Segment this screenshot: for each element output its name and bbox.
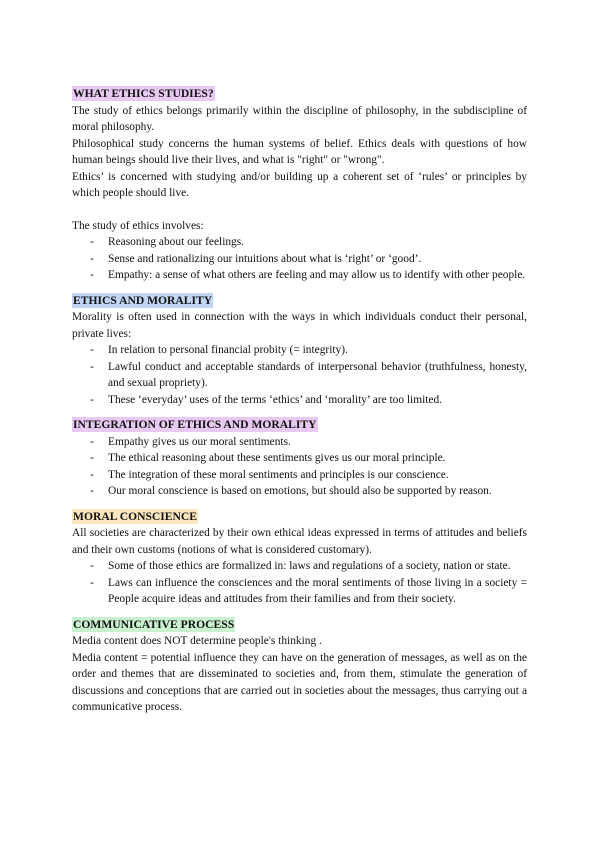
list-item-text: The ethical reasoning about these sentiments gives us our moral principle.: [108, 452, 446, 464]
section-heading: COMMUNICATIVE PROCESS: [73, 617, 235, 631]
list-item-text: Sense and rationalizing our intuitions about what is ‘right’ or ‘good’.: [108, 252, 422, 265]
section-moral-conscience: [72, 509, 527, 608]
list-item-text: Some of those ethics are formalized in: laws and regulations of a society, nation or state.: [108, 560, 511, 572]
list-item-text: Lawful conduct and acceptable standards of interpersonal behavior (truthfulness, honesty, and sexual propriety).: [108, 360, 527, 389]
list-item-text: Reasoning about our feelings.: [108, 236, 245, 248]
list-item-text: In relation to personal financial probity (= integrity).: [108, 344, 348, 356]
dash-bullet: -: [90, 468, 94, 481]
section-ethics-and-morality: [72, 293, 527, 409]
paragraph: Ethics’ is concerned with studying and/or building up a coherent set of ‘rules’ or principles by which people should live.: [72, 170, 527, 199]
list-item: [72, 483, 527, 500]
bullet-list: [72, 434, 527, 500]
section-communicative-process: [72, 617, 527, 716]
dash-bullet: -: [90, 560, 94, 572]
list-item: [72, 234, 527, 251]
dash-bullet: -: [90, 269, 94, 281]
section-integration-of-ethics-and-morality: [72, 417, 527, 500]
list-item: [72, 558, 527, 575]
paragraph: All societies are characterized by their own ethical ideas expressed in terms of attitudes and beliefs and their own customs (notions of what is considered customary).: [72, 527, 527, 556]
document-body: [72, 86, 527, 716]
dash-bullet: -: [90, 360, 94, 373]
bullet-list: [72, 558, 527, 608]
list-item: [72, 434, 527, 451]
list-item-text: Our moral conscience is based on emotions, but should also be supported by reason.: [108, 485, 492, 497]
section-heading: WHAT ETHICS STUDIES?: [73, 87, 214, 100]
list-item-text: Laws can influence the consciences and the moral sentiments of those living in a society = People acquire ideas and attitudes from their families and from their society.: [108, 576, 527, 605]
list-item: [72, 251, 527, 268]
paragraph: The study of ethics involves:: [72, 219, 204, 232]
list-item-text: The integration of these moral sentiments and principles is our conscience.: [108, 468, 449, 481]
section-what-ethics-studies: [72, 86, 527, 284]
list-item: [72, 575, 527, 608]
list-item-text: Empathy gives us our moral sentiments.: [108, 435, 291, 448]
dash-bullet: -: [90, 485, 94, 497]
bullet-list: [72, 234, 527, 284]
paragraph: The study of ethics belongs primarily within the discipline of philosophy, in the subdiscipline of moral philosophy.: [72, 104, 527, 133]
paragraph: Media content = potential influence they can have on the generation of messages, as well as on the order and themes that are disseminated to societies and, from them, stimulate the generation of discussions and conceptions that are carried out in societies about the messages, thus carrying out a communicative process.: [72, 651, 527, 713]
list-item: [72, 392, 527, 409]
paragraph: Philosophical study concerns the human systems of belief. Ethics deals with questions of how human beings should live their lives, and what is "right" or "wrong".: [72, 137, 527, 166]
list-item: [72, 450, 527, 467]
list-item: [72, 359, 527, 392]
list-item: [72, 267, 527, 284]
list-item-text: Empathy: a sense of what others are feeling and may allow us to identify with other people.: [108, 269, 526, 281]
dash-bullet: -: [90, 252, 94, 265]
dash-bullet: -: [90, 344, 94, 356]
list-item: [72, 342, 527, 359]
dash-bullet: -: [90, 236, 94, 248]
list-item: [72, 467, 527, 484]
section-heading: INTEGRATION OF ETHICS AND MORALITY: [73, 418, 317, 431]
dash-bullet: -: [90, 452, 94, 464]
section-heading: ETHICS AND MORALITY: [73, 293, 213, 307]
dash-bullet: -: [90, 435, 94, 448]
bullet-list: [72, 342, 527, 408]
list-item-text: These ‘everyday’ uses of the terms ‘ethics’ and ‘morality’ are too limited.: [108, 393, 442, 406]
dash-bullet: -: [90, 576, 94, 589]
section-heading: MORAL CONSCIENCE: [73, 509, 198, 523]
dash-bullet: -: [90, 393, 94, 406]
paragraph: Morality is often used in connection with the ways in which individuals conduct their personal, private lives:: [72, 311, 527, 340]
paragraph: Media content does NOT determine people's thinking .: [72, 635, 322, 647]
